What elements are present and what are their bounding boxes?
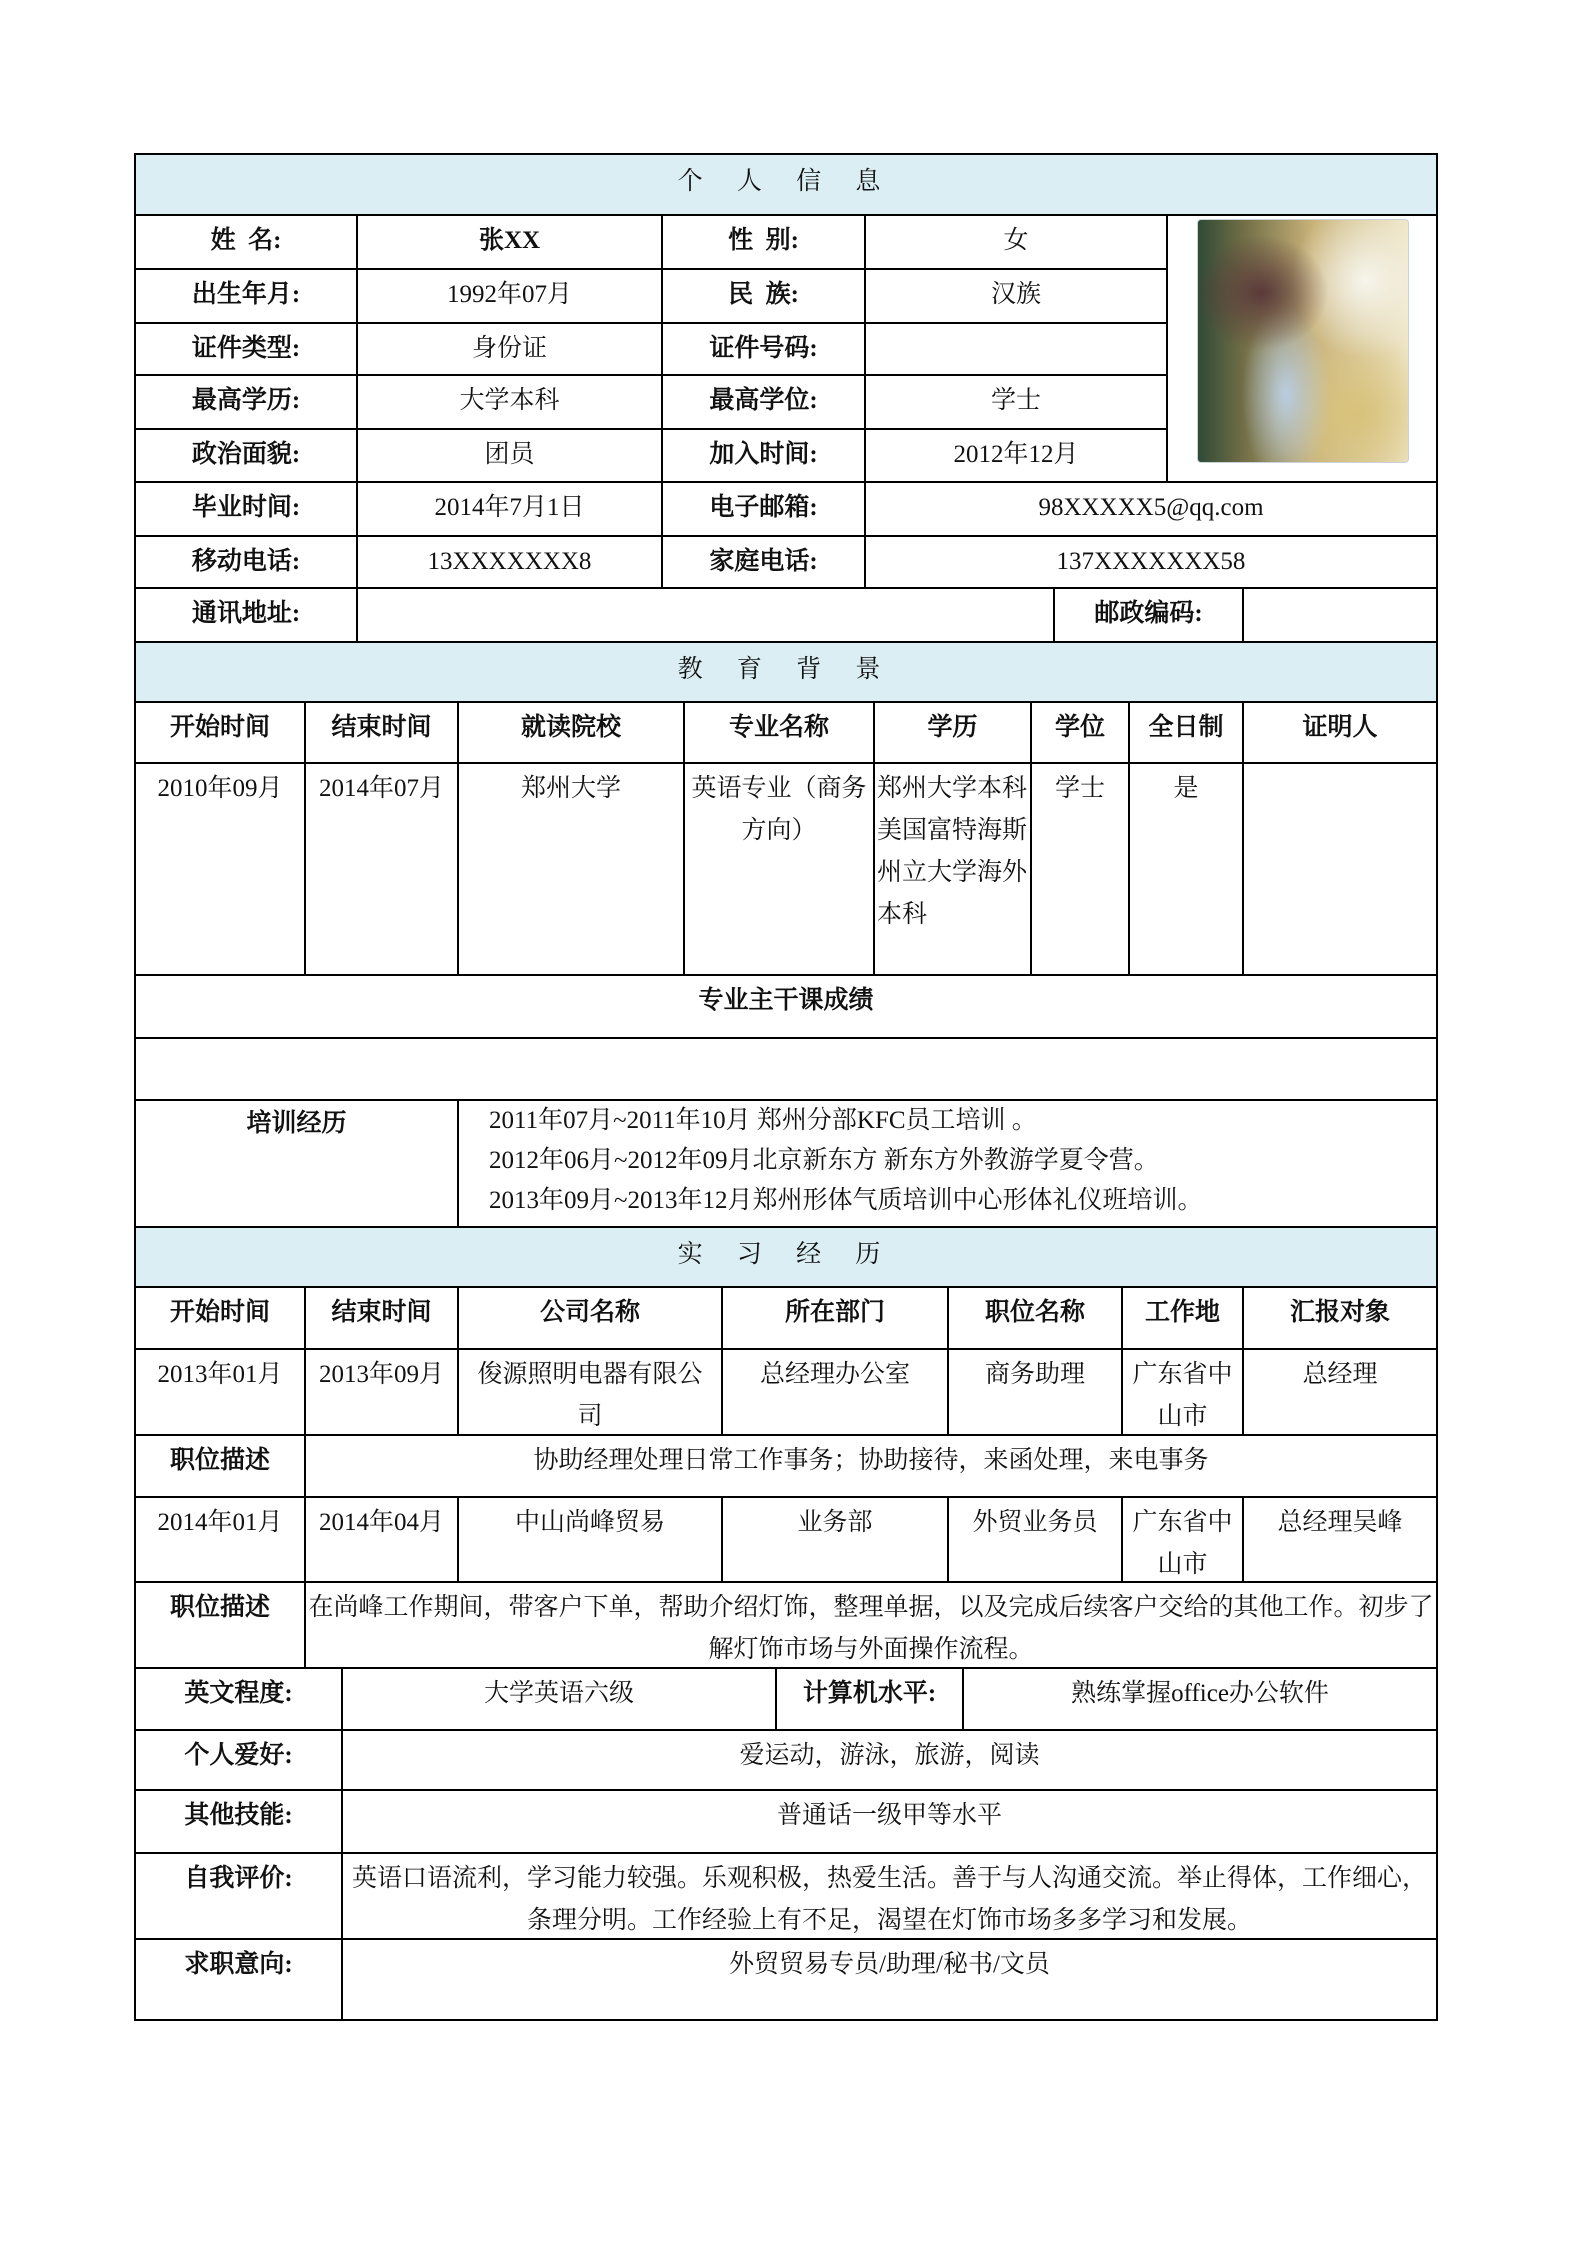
training-item: 2013年09月~2013年12月郑州形体气质培训中心形体礼仪班培训。 xyxy=(489,1187,1203,1214)
intern2-start: 2014年01月 xyxy=(134,1496,306,1583)
training-item: 2011年07月~2011年10月 郑州分部KFC员工培训 。 xyxy=(489,1107,1037,1134)
training-label: 培训经历 xyxy=(134,1099,459,1228)
value-join-date: 2012年12月 xyxy=(864,428,1168,483)
value-zip xyxy=(1242,587,1438,643)
value-hobby: 爱运动，游泳，旅游，阅读 xyxy=(341,1729,1438,1791)
intern-header-report-to: 汇报对象 xyxy=(1242,1286,1438,1350)
value-degree: 学士 xyxy=(864,374,1168,430)
edu-header-end: 结束时间 xyxy=(304,701,459,764)
value-name: 张XX xyxy=(356,214,663,270)
label-mobile: 移动电话: xyxy=(134,535,358,589)
label-name: 姓 名: xyxy=(134,214,358,270)
intern1-location: 广东省中山市 xyxy=(1121,1348,1244,1436)
value-id-type: 身份证 xyxy=(356,322,663,376)
label-other-skills: 其他技能: xyxy=(134,1789,343,1854)
edu-header-fulltime: 全日制 xyxy=(1128,701,1244,764)
intern1-desc: 协助经理处理日常工作事务；协助接待，来函处理，来电事务 xyxy=(304,1434,1438,1498)
intern1-start: 2013年01月 xyxy=(134,1348,306,1436)
label-gender: 性 别: xyxy=(661,214,866,270)
edu-header-level: 学历 xyxy=(873,701,1032,764)
label-home-phone: 家庭电话: xyxy=(661,535,866,589)
edu-fulltime: 是 xyxy=(1128,762,1244,976)
edu-degree: 学士 xyxy=(1030,762,1130,976)
value-email: 98XXXXX5@qq.com xyxy=(864,481,1438,537)
label-political: 政治面貌: xyxy=(134,428,358,483)
edu-header-school: 就读院校 xyxy=(457,701,685,764)
value-other-skills: 普通话一级甲等水平 xyxy=(341,1789,1438,1854)
edu-header-start: 开始时间 xyxy=(134,701,306,764)
edu-school: 郑州大学 xyxy=(457,762,685,976)
label-education: 最高学历: xyxy=(134,374,358,430)
intern1-position: 商务助理 xyxy=(947,1348,1123,1436)
section-header-personal: 个 人 信 息 xyxy=(134,153,1438,216)
section-header-internship: 实 习 经 历 xyxy=(134,1226,1438,1288)
edu-end: 2014年07月 xyxy=(304,762,459,976)
label-id-number: 证件号码: xyxy=(661,322,866,376)
intern1-company: 俊源照明电器有限公司 xyxy=(457,1348,723,1436)
value-job-intent: 外贸贸易专员/助理/秘书/文员 xyxy=(341,1938,1438,2021)
courses-label: 专业主干课成绩 xyxy=(134,974,1438,1039)
value-education: 大学本科 xyxy=(356,374,663,430)
training-list xyxy=(457,1099,1438,1228)
label-computer: 计算机水平: xyxy=(775,1667,964,1731)
label-self-evaluation: 自我评价: xyxy=(134,1852,343,1940)
value-mobile: 13XXXXXXX8 xyxy=(356,535,663,589)
label-job-intent: 求职意向: xyxy=(134,1938,343,2021)
section-header-education: 教 育 背 景 xyxy=(134,641,1438,703)
intern2-end: 2014年04月 xyxy=(304,1496,459,1583)
value-id-number xyxy=(864,322,1168,376)
edu-header-major: 专业名称 xyxy=(683,701,875,764)
label-degree: 最高学位: xyxy=(661,374,866,430)
value-computer: 熟练掌握office办公软件 xyxy=(962,1667,1438,1731)
intern2-company: 中山尚峰贸易 xyxy=(457,1496,723,1583)
label-id-type: 证件类型: xyxy=(134,322,358,376)
edu-level: 郑州大学本科 美国富特海斯州立大学海外本科 xyxy=(873,762,1032,976)
value-english: 大学英语六级 xyxy=(341,1667,777,1731)
training-item: 2012年06月~2012年09月北京新东方 新东方外教游学夏令营。 xyxy=(489,1147,1159,1174)
intern-header-company: 公司名称 xyxy=(457,1286,723,1350)
label-zip: 邮政编码: xyxy=(1053,587,1244,643)
edu-start: 2010年09月 xyxy=(134,762,306,976)
intern2-location: 广东省中山市 xyxy=(1121,1496,1244,1583)
label-join-date: 加入时间: xyxy=(661,428,866,483)
intern-header-location: 工作地 xyxy=(1121,1286,1244,1350)
edu-major: 英语专业（商务方向） xyxy=(683,762,875,976)
intern2-position: 外贸业务员 xyxy=(947,1496,1123,1583)
intern-header-department: 所在部门 xyxy=(721,1286,949,1350)
intern2-report-to: 总经理吴峰 xyxy=(1242,1496,1438,1583)
intern1-department: 总经理办公室 xyxy=(721,1348,949,1436)
intern2-desc-label: 职位描述 xyxy=(134,1581,306,1669)
courses-content xyxy=(134,1037,1438,1101)
value-ethnic: 汉族 xyxy=(864,268,1168,324)
intern1-desc-label: 职位描述 xyxy=(134,1434,306,1498)
intern-header-end: 结束时间 xyxy=(304,1286,459,1350)
intern-header-position: 职位名称 xyxy=(947,1286,1123,1350)
intern2-department: 业务部 xyxy=(721,1496,949,1583)
label-email: 电子邮箱: xyxy=(661,481,866,537)
value-address xyxy=(356,587,1055,643)
value-political: 团员 xyxy=(356,428,663,483)
value-graduation: 2014年7月1日 xyxy=(356,481,663,537)
edu-reference xyxy=(1242,762,1438,976)
label-english: 英文程度: xyxy=(134,1667,343,1731)
value-home-phone: 137XXXXXXX58 xyxy=(864,535,1438,589)
label-ethnic: 民 族: xyxy=(661,268,866,324)
value-birth: 1992年07月 xyxy=(356,268,663,324)
label-graduation: 毕业时间: xyxy=(134,481,358,537)
edu-header-reference: 证明人 xyxy=(1242,701,1438,764)
intern1-report-to: 总经理 xyxy=(1242,1348,1438,1436)
value-gender: 女 xyxy=(864,214,1168,270)
label-address: 通讯地址: xyxy=(134,587,358,643)
label-hobby: 个人爱好: xyxy=(134,1729,343,1791)
intern2-desc: 在尚峰工作期间，带客户下单，帮助介绍灯饰，整理单据，以及完成后续客户交给的其他工作。初步了解灯饰市场与外面操作流程。 xyxy=(304,1581,1438,1669)
value-self-evaluation: 英语口语流利，学习能力较强。乐观积极，热爱生活。善于与人沟通交流。举止得体，工作细心，条理分明。工作经验上有不足，渴望在灯饰市场多多学习和发展。 xyxy=(341,1852,1438,1940)
intern1-end: 2013年09月 xyxy=(304,1348,459,1436)
intern-header-start: 开始时间 xyxy=(134,1286,306,1350)
portrait-photo xyxy=(1197,219,1409,463)
edu-header-degree: 学位 xyxy=(1030,701,1130,764)
label-birth: 出生年月: xyxy=(134,268,358,324)
